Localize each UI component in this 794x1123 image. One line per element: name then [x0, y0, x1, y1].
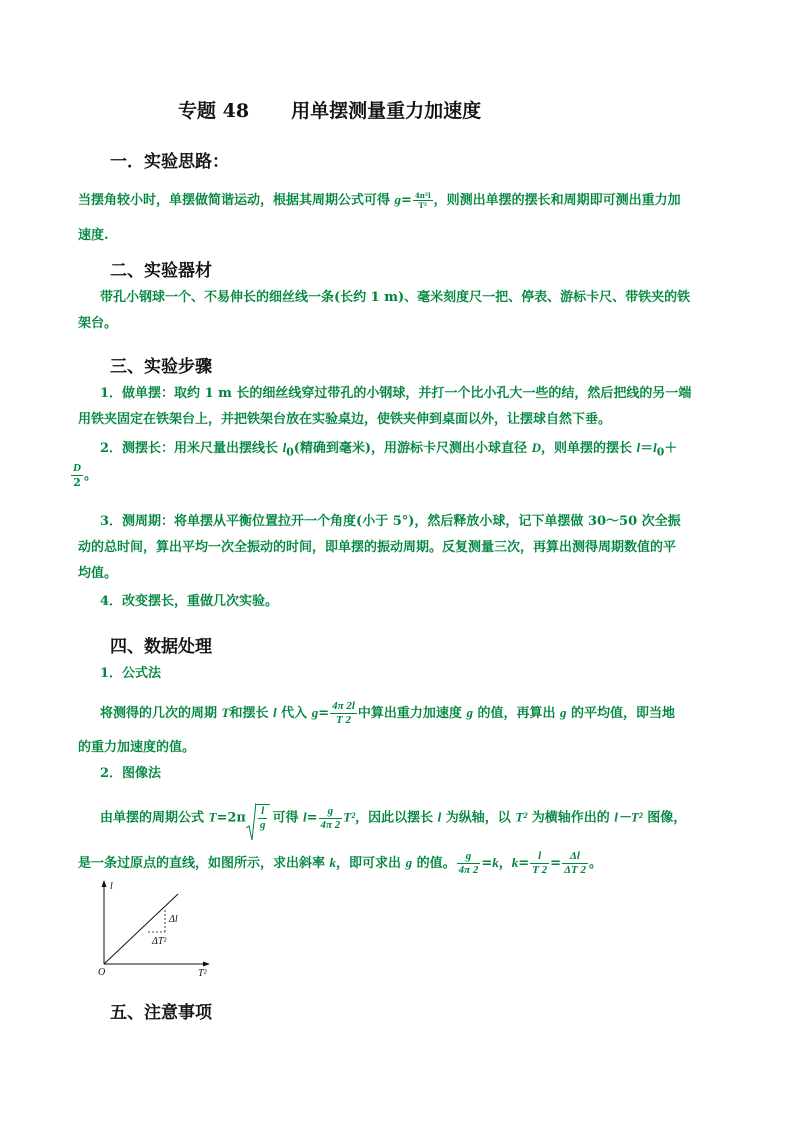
g-formula-fraction: $\frac{4\pi 2l}{T 2}$ [332, 700, 355, 726]
x-axis-label: T² [198, 968, 207, 979]
page-title [178, 96, 481, 123]
section-1-line-1: 当摆角较小时，单摆做简谐运动，根据其周期公式可得 g= $\frac{\text{4π²l}}{\text{T²}}$ ，则测出单摆的摆长和周期即可测出重力加 [78, 191, 681, 210]
section-1-line-2: 速度. [78, 228, 109, 243]
y-axis-arrow-icon [102, 880, 107, 887]
delta-l-label: Δl [169, 914, 178, 925]
step-4: 4．改变摆长，重做几次实验。 [100, 594, 279, 609]
title-topic: 专题 48 [178, 100, 250, 122]
delta-t2-label: ΔT² [152, 936, 167, 947]
l-t2-graph [88, 878, 218, 980]
step-2-line-2: $\frac{D}{2}$ 。 [73, 462, 97, 489]
section-2-line-1: 带孔小钢球一个、不易伸长的细丝线一条(长约 1 m)、毫米刻度尺一把、停表、游标卡尺、带铁夹的铁 [100, 290, 691, 305]
proportional-line [104, 894, 178, 964]
step-1-line-2: 用铁夹固定在铁架台上，并把铁架台放在实验桌边，使铁夹伸到桌面以外，让摆球自然下垂。 [78, 412, 612, 427]
square-root: $\frac{l}{g}$ [246, 804, 271, 832]
section-2-line-2: 架台。 [78, 316, 118, 331]
method-2-title: 2．图像法 [100, 766, 162, 781]
method-1-line-2: 的重力加速度的值。 [78, 740, 196, 755]
d-over-2-fraction: $\frac{D}{2}$ [73, 462, 81, 489]
section-5-heading: 五、注意事项 [110, 1003, 212, 1023]
origin-label: O [98, 967, 106, 978]
y-axis-label: l [110, 881, 113, 892]
step-1-line-1: 1．做单摆：取约 1 m 长的细丝线穿过带孔的小钢球，并打一个比小孔大一些的结，然后把线的另一端 [100, 386, 692, 401]
section-4-heading: 四、数据处理 [110, 637, 212, 657]
method-2-line-1: 由单摆的周期公式 T=2π $\frac{l}{g}$ 可得 l= $\frac{g}{4\pi 2}$ T²，因此以摆长 l 为纵轴，以 T² 为横轴作出的 l－T² 图像， [100, 804, 686, 832]
title-name: 用单摆测量重力加速度 [291, 100, 482, 122]
step-3-line-1: 3．测周期：将单摆从平衡位置拉开一个角度(小于 5°)，然后释放小球，记下单摆做 30～50 次全振 [100, 514, 681, 529]
step-2-line-1: 2．测摆长：用米尺量出摆线长 $l_0$(精确到毫米)，用游标卡尺测出小球直径 D，则单摆的摆长 $l=l_0+$ [100, 440, 678, 459]
formula-fraction: $\frac{\text{4π²l}}{\text{T²}}$ [414, 191, 431, 210]
method-1-line-1: 将测得的几次的周期 T和摆长 l 代入 g= $\frac{4\pi 2l}{T 2}$ 中算出重力加速度 g 的值，再算出 g 的平均值，即当地 [100, 700, 676, 726]
section-3-heading: 三、实验步骤 [110, 357, 212, 377]
radical-sign-icon [246, 802, 256, 842]
step-3-line-2: 动的总时间，算出平均一次全振动的时间，即单摆的振动周期。反复测量三次，再算出测得周期数值的平 [78, 540, 677, 555]
x-axis-arrow-icon [203, 962, 210, 967]
step-3-line-3: 均值。 [78, 566, 118, 581]
method-2-line-2: 是一条过原点的直线，如图所示，求出斜率 k，即可求出 g 的值。 $\frac{g}{4\pi 2}$ =k，k= $\frac{l}{T 2}$ = $\frac{\Delta l}{\Delta T 2}$ 。 [78, 850, 602, 876]
section-1-heading: 一．实验思路： [110, 152, 229, 172]
section-2-heading: 二、实验器材 [110, 261, 212, 281]
method-1-title: 1．公式法 [100, 666, 162, 681]
